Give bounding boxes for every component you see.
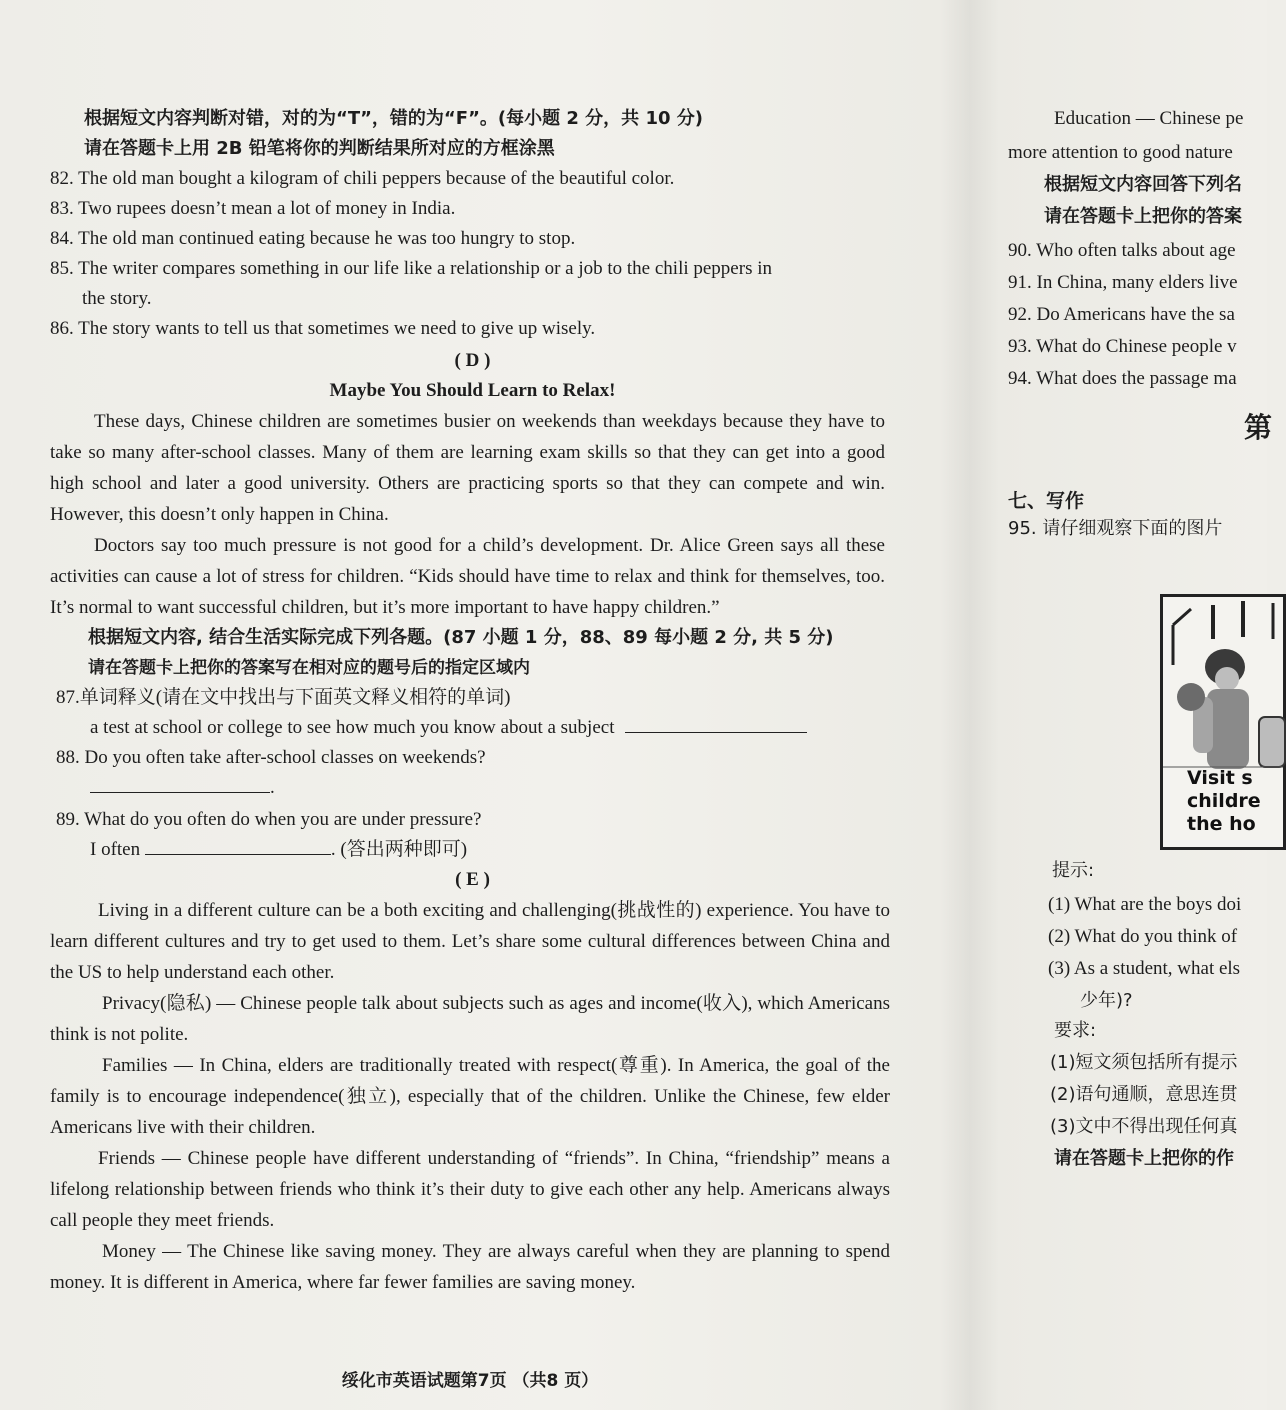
- instruction-right-2: 请在答题卡上把你的答案: [1044, 206, 1242, 227]
- passage-d-paragraph-2: Doctors say too much pressure is not good for a child’s development. Dr. Alice Green says all these activities can cause a lot of stress for children. “Kids should have time to relax and think for themselves, too. It’s normal to want successful children, but it’s more important to have happy children.”: [50, 535, 885, 618]
- question-87-definition-text: a test at school or college to see how much you know about a subject: [90, 717, 615, 738]
- question-83: 83. Two rupees doesn’t mean a lot of money in India.: [50, 198, 456, 219]
- hint-1: (1) What are the boys doi: [1048, 894, 1242, 915]
- page-fold-shadow: [940, 0, 1000, 1410]
- page-footer: 绥化市英语试题第7页 （共8 页）: [341, 1371, 599, 1391]
- writing-hints: [1008, 856, 1267, 1176]
- hint-label: 提示:: [1052, 860, 1095, 881]
- question-95: 95. 请仔细观察下面的图片: [1008, 518, 1223, 539]
- picture-caption-line-3: the ho: [1187, 813, 1256, 835]
- instruction-e-2: 请在答题卡上把你的答案写在相对应的题号后的指定区域内: [88, 658, 530, 678]
- question-86: 86. The story wants to tell us that sometimes we need to give up wisely.: [50, 318, 596, 339]
- passage-e-education-cont: more attention to good nature: [1008, 142, 1233, 163]
- passage-e-paragraph-5: Money — The Chinese like saving money. They are always careful when they are planning to spend money. It is different in America, where far fewer families are saving money.: [50, 1241, 890, 1293]
- picture-caption-line-2: childre: [1187, 790, 1261, 812]
- question-87: 87.单词释义(请在文中找出与下面英文释义相符的单词): [56, 687, 511, 708]
- question-89-answer: [50, 835, 895, 865]
- instruction-d-2: 请在答题卡上用 2B 铅笔将你的判断结果所对应的方框涂黑: [84, 138, 555, 159]
- question-91: 91. In China, many elders live: [1008, 272, 1238, 293]
- question-87-definition: [50, 713, 895, 743]
- writing-section-title: 七、写作: [1008, 490, 1085, 512]
- writing-prompt-picture: [1160, 594, 1286, 850]
- question-93: 93. What do Chinese people v: [1008, 336, 1237, 357]
- question-88: 88. Do you often take after-school classes on weekends?: [56, 747, 486, 768]
- requirement-3: (3)文中不得出现任何真: [1050, 1116, 1238, 1137]
- question-85: 85. The writer compares something in our life like a relationship or a job to the chili peppers in: [50, 258, 772, 279]
- question-85-cont: the story.: [82, 288, 152, 309]
- question-89-suffix: . (答出两种即可): [330, 839, 468, 860]
- instruction-e-1: 根据短文内容, 结合生活实际完成下列各题。(87 小题 1 分，88、89 每小题 2 分, 共 5 分): [88, 627, 834, 648]
- hint-3-cont: 少年)?: [1080, 990, 1133, 1011]
- passage-e-paragraph-3: Families — In China, elders are traditionally treated with respect(尊重). In America, the goal of the family is to encourage independence(独立), especially that of the children. Unlike the Chinese, few elder Americans live with their children.: [50, 1055, 890, 1138]
- hint-2: (2) What do you think of: [1048, 926, 1238, 947]
- answer-blank-87[interactable]: [625, 714, 807, 733]
- question-89: 89. What do you often do when you are under pressure?: [56, 809, 482, 830]
- requirement-4: 请在答题卡上把你的作: [1054, 1148, 1234, 1169]
- passage-e-paragraph-1: Living in a different culture can be a both exciting and challenging(挑战性的) experience. You have to learn different cultures and try to get used to them. Let’s share some cultural differences between China and the US to help understand each other.: [50, 900, 890, 983]
- answer-blank-88[interactable]: [90, 774, 270, 793]
- right-column: [1008, 104, 1273, 1404]
- passage-e-paragraph-4: Friends — Chinese people have different understanding of “friends”. In China, “friendship” means a lifelong relationship between friends who think it’s their duty to give each other any help. Americans always call people they meet friends.: [50, 1148, 890, 1231]
- requirement-1: (1)短文须包括所有提示: [1050, 1052, 1238, 1073]
- question-82: 82. The old man bought a kilogram of chili peppers because of the beautiful color.: [50, 168, 675, 189]
- section-e-label: ( E ): [455, 869, 490, 890]
- passage-e-education: Education — Chinese pe: [1054, 108, 1244, 129]
- passage-d-paragraph-1: These days, Chinese children are sometimes busier on weekends than weekdays because they have to take so many after-school classes. Many of them are learning exam skills so that they can get into a good high school and later a good university. Others are practicing sports so that they can compete and win. However, this doesn’t only happen in China.: [50, 411, 885, 525]
- question-84: 84. The old man continued eating because he was too hungry to stop.: [50, 228, 576, 249]
- question-92: 92. Do Americans have the sa: [1008, 304, 1235, 325]
- picture-caption: [1187, 767, 1261, 836]
- answer-blank-89[interactable]: [145, 836, 331, 855]
- instruction-d-1: 根据短文内容判断对错，对的为“T”，错的为“F”。(每小题 2 分，共 10 分): [84, 108, 703, 129]
- question-88-answer: [50, 773, 895, 805]
- question-90: 90. Who often talks about age: [1008, 240, 1236, 261]
- instruction-right-1: 根据短文内容回答下列名: [1044, 174, 1242, 195]
- left-column: [50, 104, 895, 1298]
- picture-caption-line-1: Visit s: [1187, 767, 1253, 789]
- passage-d-title: Maybe You Should Learn to Relax!: [329, 380, 616, 401]
- section-heading-char: 第: [1244, 411, 1273, 444]
- requirement-2: (2)语句通顺，意思连贯: [1050, 1084, 1238, 1105]
- question-89-prefix: I often: [90, 839, 141, 860]
- hint-3: (3) As a student, what els: [1048, 958, 1241, 979]
- requirements-label: 要求:: [1054, 1020, 1097, 1041]
- passage-e-paragraph-2: Privacy(隐私) — Chinese people talk about subjects such as ages and income(收入), which Americans think is not polite.: [50, 993, 890, 1045]
- answer-88-period: .: [270, 777, 275, 798]
- section-d-label: ( D ): [454, 350, 491, 371]
- question-94: 94. What does the passage ma: [1008, 368, 1237, 389]
